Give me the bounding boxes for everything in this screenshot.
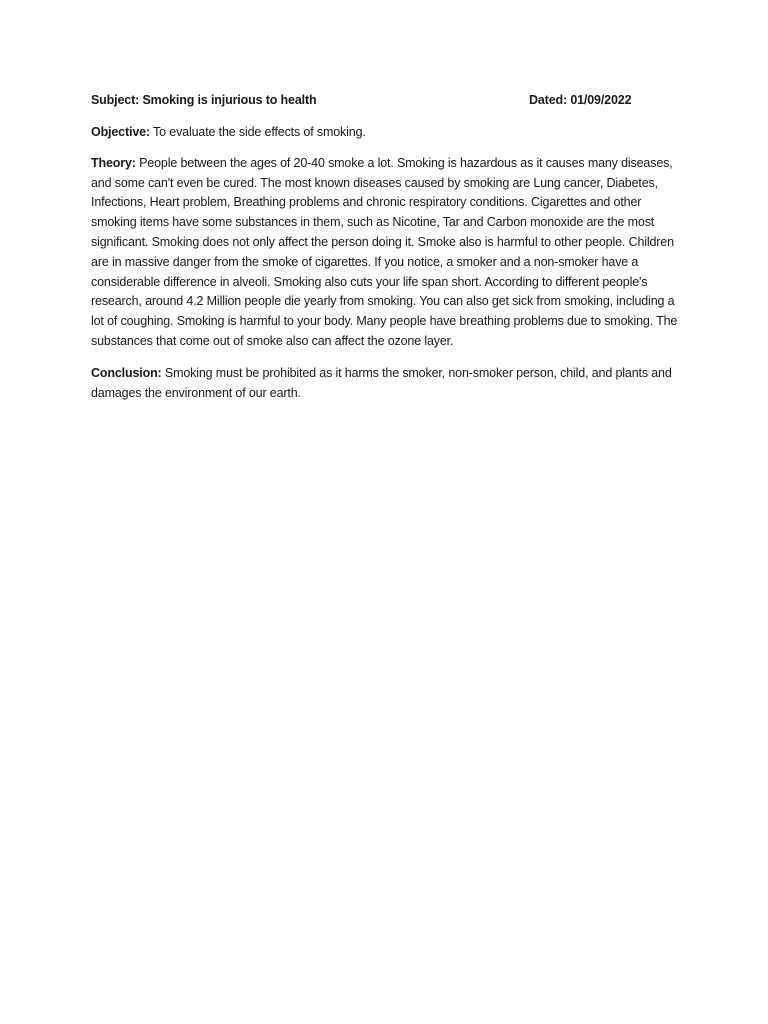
dated-label: Dated:: [529, 93, 567, 107]
objective-text: To evaluate the side effects of smoking.: [153, 125, 366, 139]
subject-text: Smoking is injurious to health: [142, 93, 317, 107]
theory-label: Theory:: [91, 155, 136, 170]
dated-text: 01/09/2022: [570, 93, 632, 107]
subject-line: [91, 91, 316, 111]
dated-line: [529, 91, 631, 111]
objective-paragraph: [91, 123, 681, 143]
header-row: [91, 91, 681, 111]
conclusion-text: Smoking must be prohibited as it harms the smoker, non-smoker person, child, and plants and damages the environment of our earth.: [91, 365, 672, 400]
objective-label: Objective:: [91, 125, 150, 139]
conclusion-label: Conclusion:: [91, 365, 162, 380]
document-page: [91, 91, 681, 403]
subject-label: Subject:: [91, 93, 140, 107]
theory-text: People between the ages of 20-40 smoke a lot. Smoking is hazardous as it causes many diseases, and some can't even be cured. The most known diseases caused by smoking are Lung cancer, Diabetes, Infections, Heart problem, Breathing problems and chronic respiratory conditions. Cigarettes and other smoking items have some substances in them, such as Nicotine, Tar and Carbon monoxide are the most significant. Smoking does not only affect the person doing it. Smoke also is harmful to other people. Children are in massive danger from the smoke of cigarettes. If you notice, a smoker and a non-smoker have a considerable difference in alveoli. Smoking also cuts your life span short. According to different people's research, around 4.2 Million people die yearly from smoking. You can also get sick from smoking, including a lot of coughing. Smoking is harmful to your body. Many people have breathing problems due to smoking. The substances that come out of smoke also can affect the ozone layer.: [91, 155, 678, 348]
theory-paragraph: [91, 154, 681, 352]
conclusion-paragraph: [91, 364, 681, 404]
